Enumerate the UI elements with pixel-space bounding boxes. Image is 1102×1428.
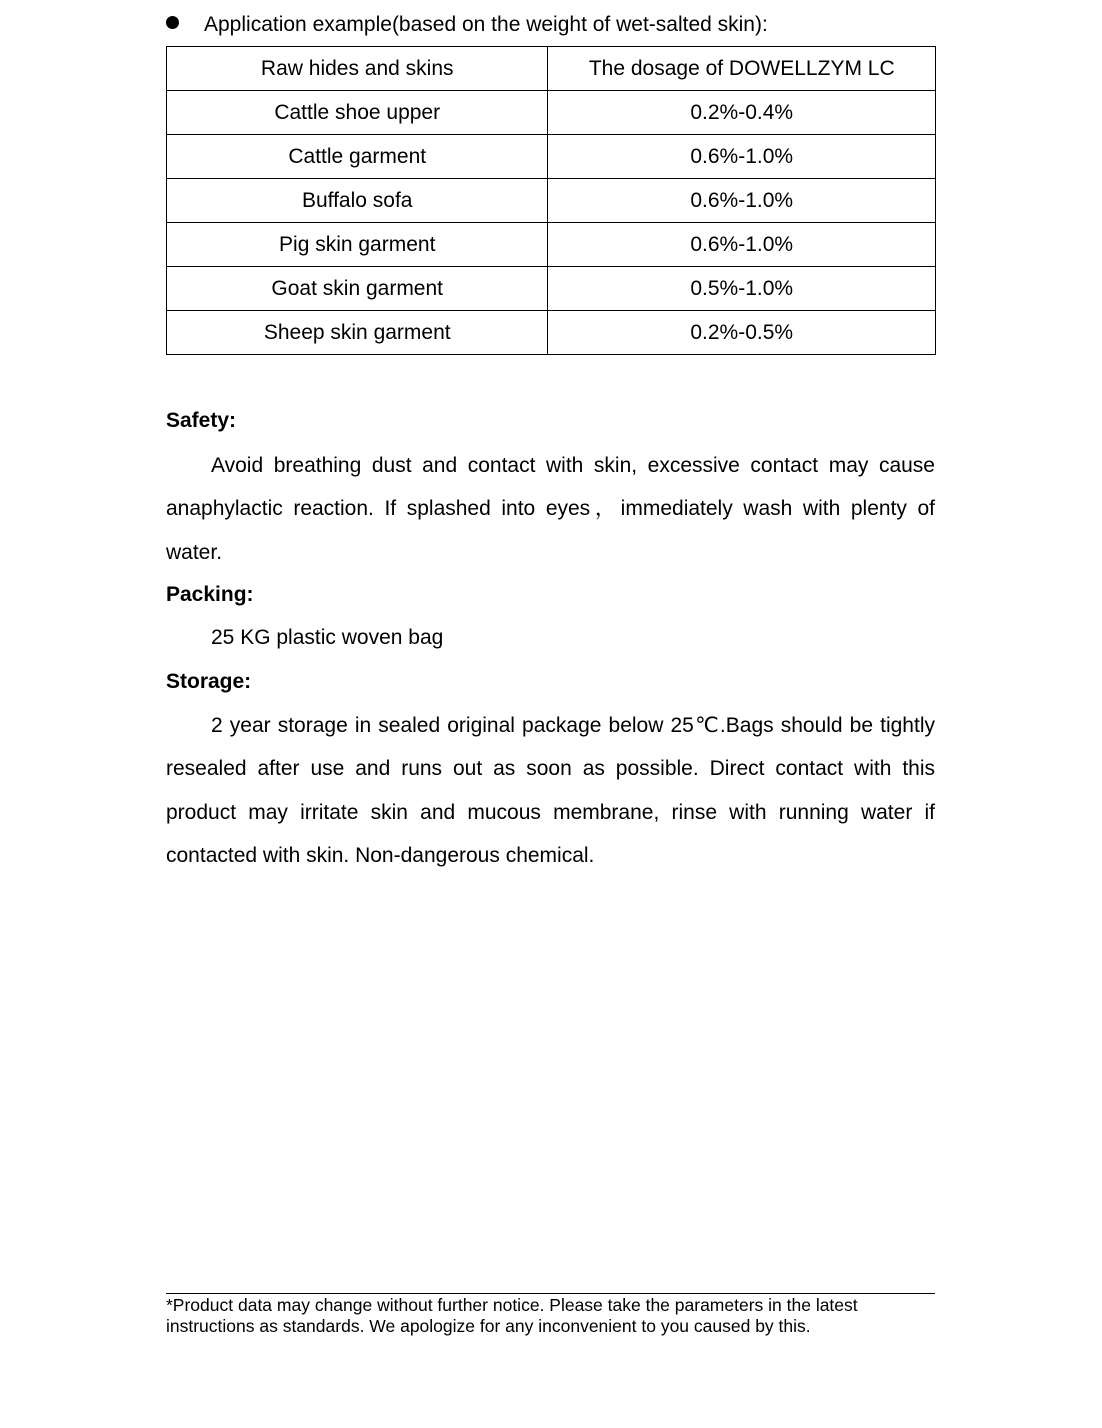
table-cell-skin: Cattle garment [167, 135, 548, 179]
table-cell-skin: Buffalo sofa [167, 179, 548, 223]
packing-heading: Packing: [166, 583, 254, 606]
table-cell-dosage: 0.6%-1.0% [548, 135, 936, 179]
header-raw-hides: Raw hides and skins [167, 47, 548, 91]
table-header-row [167, 47, 936, 91]
application-example-line [166, 10, 768, 40]
table-row [167, 223, 936, 267]
table-row [167, 91, 936, 135]
application-example-text: Application example(based on the weight of wet-salted skin): [204, 13, 768, 36]
table-cell-dosage: 0.2%-0.5% [548, 311, 936, 355]
safety-heading: Safety: [166, 409, 237, 432]
table-cell-skin: Sheep skin garment [167, 311, 548, 355]
storage-heading: Storage: [166, 670, 252, 693]
storage-text: 2 year storage in sealed original package below 25℃.Bags should be tightly resealed after use and runs out as soon as possible. Direct contact with this product may irritate skin and mucous membrane, rinse with running water if contacted with skin. Non-dangerous chemical. [166, 714, 935, 867]
header-dosage: The dosage of DOWELLZYM LC [548, 47, 936, 91]
footer-note: *Product data may change without further notice. Please take the parameters in the latest instructions as standards. We apologize for any inconvenient to you caused by this. [166, 1295, 858, 1336]
table-row [167, 311, 936, 355]
table-row [167, 179, 936, 223]
table-cell-dosage: 0.6%-1.0% [548, 179, 936, 223]
table-cell-dosage: 0.6%-1.0% [548, 223, 936, 267]
safety-text: Avoid breathing dust and contact with skin, excessive contact may cause anaphylactic reaction. If splashed into eyes，immediately wash with plenty of water. [166, 454, 935, 564]
table-cell-dosage: 0.2%-0.4% [548, 91, 936, 135]
footer-divider [166, 1293, 935, 1294]
table-row [167, 267, 936, 311]
table-cell-skin: Pig skin garment [167, 223, 548, 267]
dosage-table [166, 46, 936, 355]
safety-paragraph [166, 444, 935, 574]
table-cell-dosage: 0.5%-1.0% [548, 267, 936, 311]
packing-text: 25 KG plastic woven bag [211, 626, 444, 649]
table-row [167, 135, 936, 179]
table-cell-skin: Goat skin garment [167, 267, 548, 311]
bullet-icon [166, 16, 179, 29]
table-cell-skin: Cattle shoe upper [167, 91, 548, 135]
storage-paragraph [166, 704, 935, 877]
